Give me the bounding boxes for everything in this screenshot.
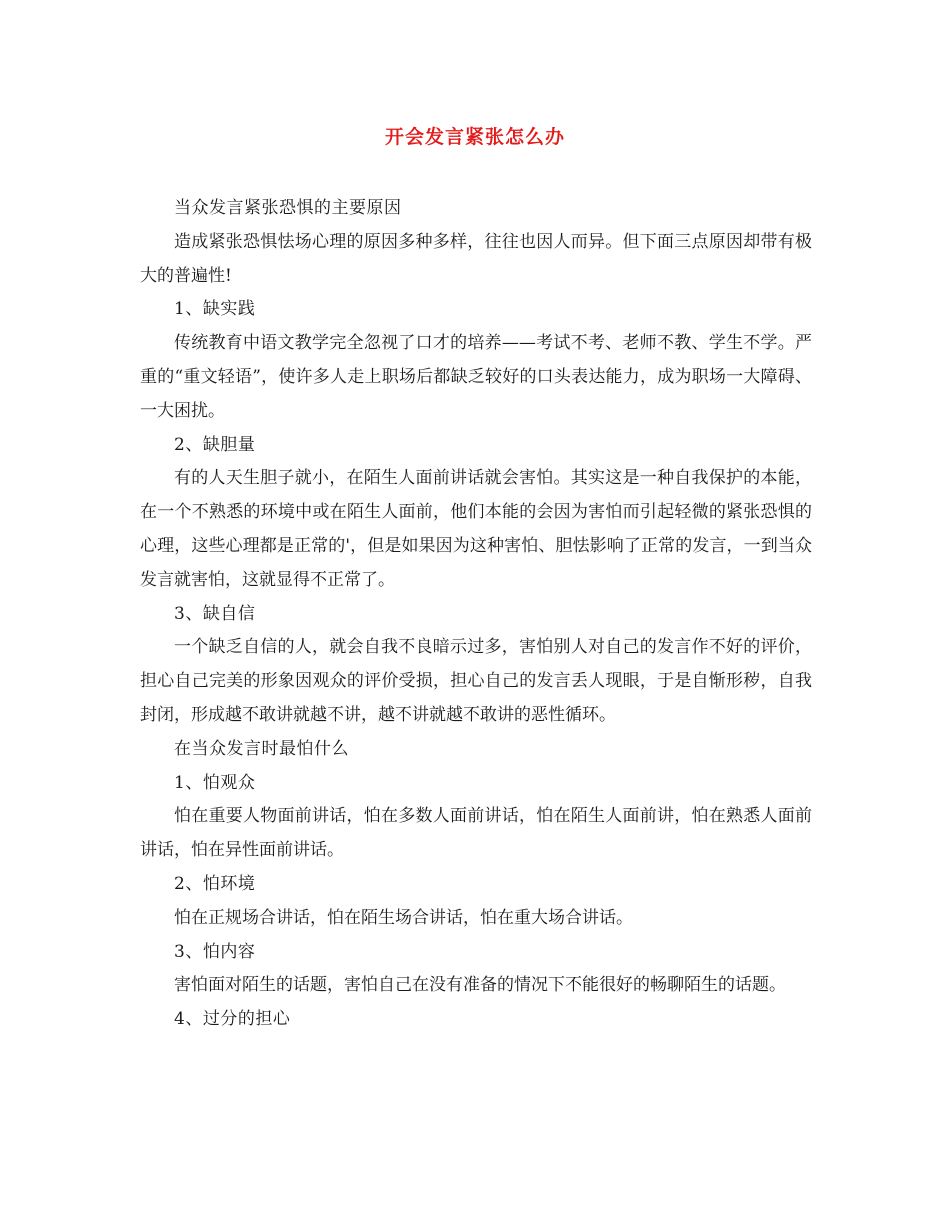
body-paragraph: 传统教育中语文教学完全忽视了口才的培养——考试不考、老师不教、学生不学。严重的“重文轻语”，使许多人走上职场后都缺乏较好的口头表达能力，成为职场一大障碍、一大困扰。 (140, 333, 812, 421)
subheading-lack-courage: 2、缺胆量 (174, 434, 256, 455)
body-paragraph: 怕在正规场合讲话，怕在陌生场合讲话，怕在重大场合讲话。 (174, 907, 633, 928)
subheading-fear-environment: 2、怕环境 (174, 873, 256, 894)
body-paragraph: 怕在重要人物面前讲话，怕在多数人面前讲话，怕在陌生人面前讲，怕在熟悉人面前讲话，怕在异性面前讲话。 (140, 806, 812, 861)
subheading-fear-audience: 1、怕观众 (174, 772, 256, 793)
subheading-lack-practice: 1、缺实践 (174, 299, 256, 320)
body-paragraph: 造成紧张恐惧怯场心理的原因多种多样，往往也因人而异。但下面三点原因却带有极大的普遍性! (140, 231, 812, 286)
subheading-fear-content: 3、怕内容 (174, 941, 256, 962)
section-heading-causes: 当众发言紧张恐惧的主要原因 (174, 198, 402, 218)
subheading-lack-confidence: 3、缺自信 (174, 603, 256, 624)
document-body (140, 192, 812, 1037)
body-paragraph: 害怕面对陌生的话题，害怕自己在没有准备的情况下不能很好的畅聊陌生的话题。 (174, 975, 786, 996)
document-title: 开会发言紧张怎么办 (384, 126, 565, 148)
subheading-excessive-worry: 4、过分的担心 (174, 1009, 291, 1030)
body-paragraph: 一个缺乏自信的人，就会自我不良暗示过多，害怕别人对自己的发言作不好的评价，担心自己完美的形象因观众的评价受损，担心自己的发言丢人现眼，于是自惭形秽，自我封闭，形成越不敢讲就越不讲，越不讲就越不敢讲的恶性循环。 (140, 637, 812, 725)
section-heading-fears: 在当众发言时最怕什么 (174, 738, 349, 759)
body-paragraph: 有的人天生胆子就小，在陌生人面前讲话就会害怕。其实这是一种自我保护的本能，在一个不熟悉的环境中或在陌生人面前，他们本能的会因为害怕而引起轻微的紧张恐惧的心理，这些心理都是正常的'，但是如果因为这种害怕、胆怯影响了正常的发言，一到当众发言就害怕，这就显得不正常了。 (140, 468, 812, 590)
